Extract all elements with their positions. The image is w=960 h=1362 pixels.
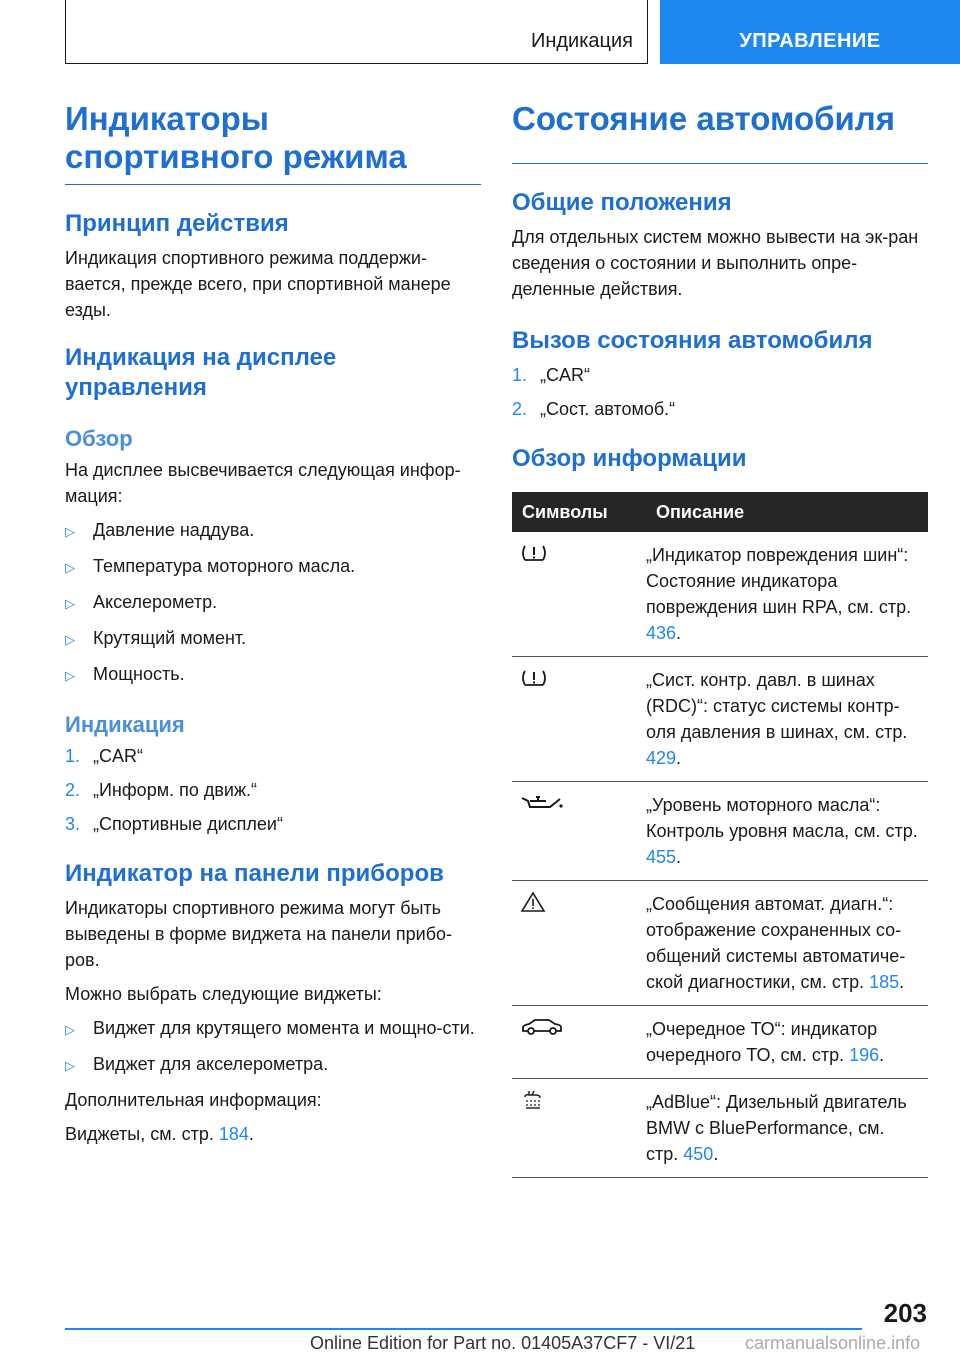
- watermark: carmanualsonline.info: [745, 1333, 921, 1353]
- list-item: ▷ Мощность.: [65, 661, 481, 689]
- list-item: ▷ Виджет для акселерометра.: [65, 1051, 481, 1079]
- principle-heading: Принцип действия: [65, 210, 289, 237]
- list-item: ▷ Температура моторного масла.: [65, 553, 481, 581]
- general-paragraph: Для отдельных систем можно вывести на эк-ран сведения о состоянии и выполнить опре-деленные действия.: [512, 227, 919, 299]
- more-info-paragraph: Дополнительная информация:: [65, 1090, 322, 1110]
- table-row: „Очередное ТО“: индикатор очередного ТО, см. стр. 196.: [512, 1006, 928, 1079]
- triangle-bullet-icon: ▷: [65, 1058, 75, 1073]
- header-frame: [65, 0, 648, 64]
- triangle-bullet-icon: ▷: [65, 668, 75, 683]
- triangle-bullet-icon: ▷: [65, 560, 75, 575]
- warning-triangle-icon: [520, 891, 546, 913]
- right-column: [512, 100, 928, 1178]
- list-item: ▷ Акселерометр.: [65, 589, 481, 617]
- header-section-title: Индикация: [530, 30, 633, 52]
- triangle-bullet-icon: ▷: [65, 632, 75, 647]
- overview-paragraph: На дисплее высвечивается следующая инфор-мация:: [65, 460, 461, 506]
- indication-steps: [65, 743, 481, 837]
- general-heading: Общие положения: [512, 189, 732, 216]
- list-item: ▷ Крутящий момент.: [65, 625, 481, 653]
- principle-paragraph: Индикация спортивного режима поддержи-вается, прежде всего, при спортивной манере езды.: [65, 248, 451, 320]
- list-item: 2. „Информ. по движ.“: [65, 780, 257, 800]
- display-heading: Индикация на дисплее управления: [65, 344, 337, 401]
- edition-footer: Online Edition for Part no. 01405A37CF7 - VI/21: [310, 1333, 696, 1353]
- page-link[interactable]: 429: [646, 748, 677, 768]
- info-table: [512, 492, 928, 1178]
- table-row: „AdBlue“: Дизельный двигатель BMW с BluePerformance, см. стр. 450.: [512, 1079, 928, 1178]
- overview-list: [65, 517, 481, 689]
- page-link[interactable]: 196: [849, 1045, 880, 1065]
- column-header-symbols: Символы: [512, 492, 646, 532]
- adblue-icon: [520, 1089, 546, 1111]
- table-row: „Индикатор повреждения шин“: Состояние индикатора повреждения шин RPA, см. стр. 436.: [512, 532, 928, 657]
- tire-warning-icon: [520, 542, 548, 564]
- list-item: 1. „CAR“: [512, 365, 590, 385]
- table-row: „Сист. контр. давл. в шинах (RDC)“: статус системы контр-оля давления в шинах, см. стр. 429.: [512, 657, 928, 782]
- list-item: 1. „CAR“: [65, 746, 143, 766]
- tire-pressure-icon: [520, 667, 548, 689]
- footer-divider: [65, 1328, 862, 1330]
- page-link[interactable]: 436: [646, 623, 677, 643]
- page-link[interactable]: 185: [869, 972, 900, 992]
- cluster-choose-paragraph: Можно выбрать следующие виджеты:: [65, 984, 382, 1004]
- page-number: 203: [883, 1298, 927, 1328]
- page-link[interactable]: 455: [646, 847, 677, 867]
- car-service-icon: [520, 1016, 564, 1038]
- triangle-bullet-icon: ▷: [65, 596, 75, 611]
- call-steps: [512, 362, 928, 422]
- call-status-heading: Вызов состояния автомобиля: [512, 327, 873, 354]
- page-link[interactable]: 184: [218, 1124, 249, 1144]
- list-item: ▷ Виджет для крутящего момента и мощно-сти.: [65, 1015, 481, 1043]
- cluster-heading: Индикатор на панели приборов: [65, 860, 444, 887]
- triangle-bullet-icon: ▷: [65, 524, 75, 539]
- cluster-paragraph: Индикаторы спортивного режима могут быть выведены в форме виджета на панели прибо-ров.: [65, 898, 453, 970]
- overview-heading: Обзор: [65, 426, 133, 451]
- list-item: 3. „Спортивные дисплеи“: [65, 814, 283, 834]
- table-header-row: [512, 492, 928, 532]
- info-overview-heading: Обзор информации: [512, 445, 747, 472]
- triangle-bullet-icon: ▷: [65, 1022, 75, 1037]
- page-link[interactable]: 450: [683, 1144, 714, 1164]
- page-title-vehicle-status: Состояние автомобиля: [512, 100, 928, 164]
- page-title-sport-indicators: Индикаторы спортивного режима: [65, 100, 481, 185]
- list-item: ▷ Давление наддува.: [65, 517, 481, 545]
- widgets-ref-paragraph: Виджеты, см. стр. 184.: [65, 1124, 254, 1144]
- left-column: [65, 100, 481, 1147]
- table-row: „Сообщения автомат. диагн.“: отображение сохраненных со-общений системы автоматиче-ской диагностики, см. стр. 185.: [512, 881, 928, 1006]
- widget-list: [65, 1015, 481, 1079]
- oil-can-icon: [520, 792, 564, 814]
- table-row: „Уровень моторного масла“: Контроль уровня масла, см. стр. 455.: [512, 782, 928, 881]
- header-chapter-tab[interactable]: УПРАВЛЕНИЕ: [660, 0, 960, 64]
- indication-heading: Индикация: [65, 712, 185, 737]
- column-header-description: Описание: [646, 492, 928, 532]
- list-item: 2. „Сост. автомоб.“: [512, 399, 676, 419]
